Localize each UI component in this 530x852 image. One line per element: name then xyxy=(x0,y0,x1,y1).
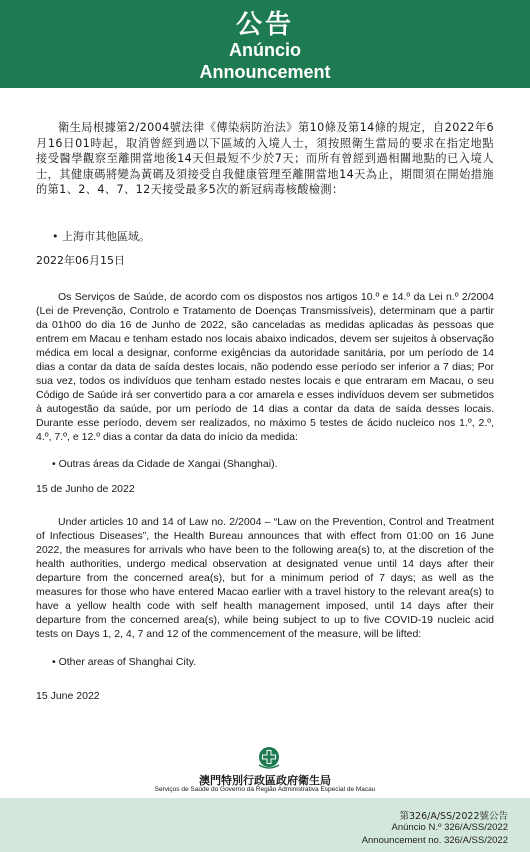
chinese-date: 2022年06月15日 xyxy=(36,254,125,267)
health-bureau-cross-emblem-icon xyxy=(256,746,282,770)
chinese-bullet-text: 上海市其他區域。 xyxy=(62,230,150,243)
portuguese-paragraph: Os Serviços de Saúde, de acordo com os dispostos nos artigos 10.º e 14.º da Lei n.º 2/2004 (Lei de Prevenção, Controlo e Tratamento de Doenças Transmissíveis), determinam que a partir da 01h00 do dia 16 de Junho de 2022, são canceladas as medidas aplicadas às pessoas que entrem em Macau e tenham estado nos locais abaixo indicados, devem ser sujeitos à observação médica em local a designar, conforme exigências da autoridade sanitária, por um período de 14 dias a contar da data de saída destes locais, não podendo esse período ser inferior a 7 dias; Por sua vez, todos os indivíduos que tenham estado nestes locais e que entraram em Macau, o seu Código de Saúde irá ser convertido para a cor amarela e esses indivíduos devem ser submetidos à autogestão da saúde, por um período de 14 dias a contar da data de saída desses locais. Durante esse período, devem ser realizados, no máximo 5 testes de ácido nucleico nos 1.º, 2.º, 4.º, 7.º, e 12.º dias a contar da data do início da medida: xyxy=(36,291,494,443)
reference-number-portuguese: Anúncio N.º 326/A/SS/2022 xyxy=(391,822,508,833)
portuguese-bullet-item: • Outras áreas da Cidade de Xangai (Shanghai). xyxy=(52,458,278,470)
english-paragraph: Under articles 10 and 14 of Law no. 2/2004 – “Law on the Prevention, Control and Treatment of Infectious Diseases”, the Health Bureau announces that with effect from 01:00 on 16 June 2022, the measures for arrivals who have been to the following area(s) to, at the discretion of the health authorities, undergo medical observation at designated venue until 14 days after their departure from the concerned area(s), but for a minimum period of 7 days; as well as the measures for those who have entered Macao earlier with a travel history to the relevant area(s) to have a yellow health code with self health management imposed, until 14 days after their departure from the concerned area(s), while being subject to up to five COVID-19 nucleic acid tests on Days 1, 2, 4, 7 and 12 of the commencement of the measure, will be lifted: xyxy=(36,516,494,640)
title-portuguese: Anúncio xyxy=(229,40,301,60)
reference-number-chinese: 第326/A/SS/2022號公告 xyxy=(399,811,508,822)
portuguese-bullet-text: Outras áreas da Cidade de Xangai (Shanghai). xyxy=(58,458,278,470)
title-english: Announcement xyxy=(199,62,331,82)
footer-org-chinese: 澳門特別行政區政府衛生局 xyxy=(199,774,331,787)
chinese-bullet-item: • 上海市其他區域。 xyxy=(52,230,150,243)
reference-band xyxy=(0,798,530,852)
footer-org-portuguese: Serviços de Saúde do Governo da Região Administrativa Especial de Macau xyxy=(154,786,376,793)
english-bullet-text: Other areas of Shanghai City. xyxy=(58,656,197,668)
announcement-header xyxy=(0,0,530,88)
chinese-paragraph: 衛生局根據第2/2004號法律《傳染病防治法》第10條及第14條的規定，自2022年6月16日01時起，取消曾經到過以下區域的入境人士，須按照衛生當局的要求在指定地點接受醫學觀察至離開當地後14天但最短不少於7天；而所有曾經到過相關地點的已入境人士，其健康碼將變為黃碼及須接受自我健康管理至離開當地14天為止，期間須在開始措施的第1、2、4、7、12天接受最多5次的新冠病毒核酸檢測： xyxy=(36,121,494,196)
english-date: 15 June 2022 xyxy=(36,690,100,702)
portuguese-date: 15 de Junho de 2022 xyxy=(36,483,135,495)
title-chinese: 公告 xyxy=(235,10,294,40)
english-bullet-item: • Other areas of Shanghai City. xyxy=(52,656,197,668)
reference-number-english: Announcement no. 326/A/SS/2022 xyxy=(361,835,508,846)
